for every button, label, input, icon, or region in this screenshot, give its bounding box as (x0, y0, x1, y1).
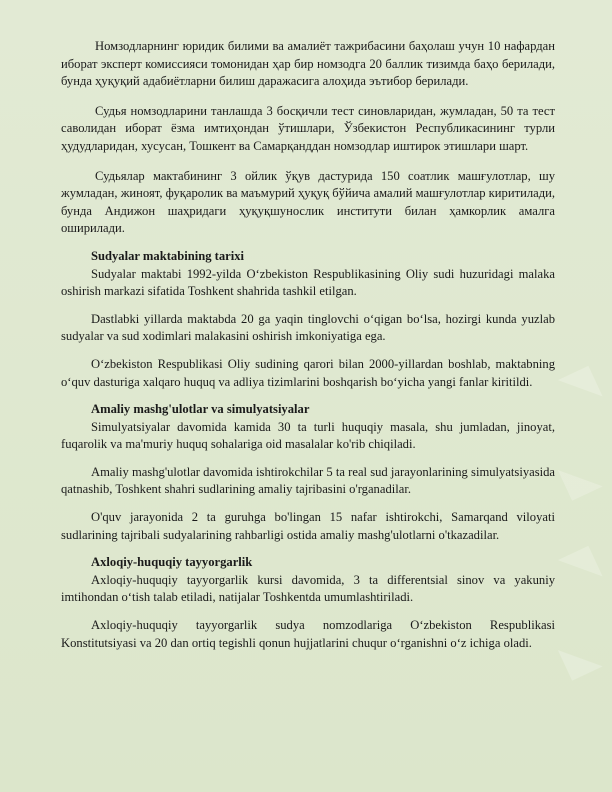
paragraph-ethics-2: Axloqiy-huquqiy tayyorgarlik sudya nomzodlariga O‘zbekiston Respublikasi Konstitutsiyasi va 20 dan ortiq tegishli qonun hujjatlarini chuqur o‘rganishni o‘z ichiga oladi. (61, 618, 555, 650)
watermark-glyph: ◣ (552, 445, 606, 506)
paragraph-practice-3: O'quv jarayonida 2 ta guruhga bo'lingan 15 nafar ishtirokchi, Samarqand viloyati sudlarining tajribali sudyalarining rahbarligi ostida amaliy mashg'ulotlarni o'tkazadilar. (61, 510, 555, 542)
paragraph-cyrillic-3: Судьялар мактабининг 3 ойлик ўқув дастурида 150 соатлик машғулотлар, шу жумладан, жиноят, фуқаролик ва маъмурий ҳуқуқ бўйича амалий машғулотлар киритилади, бунда Андижон шаҳридаги ҳуқуқшунослик институти билан ҳамкорлик амалга оширилади. (61, 168, 555, 236)
paragraph-practice-1: Simulyatsiyalar davomida kamida 30 ta turli huquqiy masala, shu jumladan, jinoyat, fuqarolik va ma'muriy huquq sohalariga oid masalalar ko'rib chiqiladi. (61, 419, 555, 452)
paragraph-history-1: Sudyalar maktabi 1992-yilda O‘zbekiston Respublikasining Oliy sudi huzuridagi malaka oshirish markazi sifatida Toshkent shahrida tashkil etilgan. (61, 266, 555, 299)
paragraph-ethics-1: Axloqiy-huquqiy tayyorgarlik kursi davomida, 3 ta differentsial sinov va yakuniy imtihondan o‘tish talab etiladi, natijalar Toshkentda umumlashtiriladi. (61, 572, 555, 605)
paragraph-practice-2: Amaliy mashg'ulotlar davomida ishtirokchilar 5 ta real sud jarayonlarining simulyatsiyasida qatnashib, Toshkent shahri sudlarining amaliy tajribasini o'rganadilar. (61, 464, 555, 497)
paragraph-cyrillic-2: Судья номзодларини танлашда 3 босқичли тест синовларидан, жумладан, 50 та тест саволидан иборат ёзма имтиҳондан ўтишлари, Ўзбекистон Республикасининг турли ҳудудларидан, хусусан, Тошкент ва Самарқанддан номзодлар иштирок этишлари шарт. (61, 103, 555, 153)
watermark-glyph: ◥ (552, 355, 606, 416)
watermark-glyph: ◥ (552, 535, 606, 596)
section-heading-ethics: Axloqiy-huquqiy tayyorgarlik (91, 555, 253, 570)
section-heading-practice: Amaliy mashg'ulotlar va simulyatsiyalar (91, 402, 310, 417)
document-body (61, 38, 555, 652)
paragraph-history-3: O‘zbekiston Respublikasi Oliy sudining qarori bilan 2000-yillardan boshlab, maktabning o‘quv dasturiga xalqaro huquq va adliya tizimlarini boshqarish bo‘yicha yangi fanlar kiritildi. (61, 356, 555, 389)
watermark-glyph: ◣ (552, 625, 606, 686)
section-heading-history: Sudyalar maktabining tarixi (91, 248, 245, 263)
paragraph-cyrillic-1: Номзодларнинг юридик билими ва амалиёт тажрибасини баҳолаш учун 10 нафардан иборат эксперт комиссияси томонидан ҳар бир номзодга 20 баллик тизимда баҳо берилади, бунда ҳуқуқий адабиётларни билиш даражасига алоҳида эътибор берилади. (61, 39, 555, 89)
paragraph-history-2: Dastlabki yillarda maktabda 20 ga yaqin tinglovchi o‘qigan bo‘lsa, hozirgi kunda yuzlab sudyalar va sud xodimlari malakasini oshirish imkoniyatiga ega. (61, 311, 555, 344)
